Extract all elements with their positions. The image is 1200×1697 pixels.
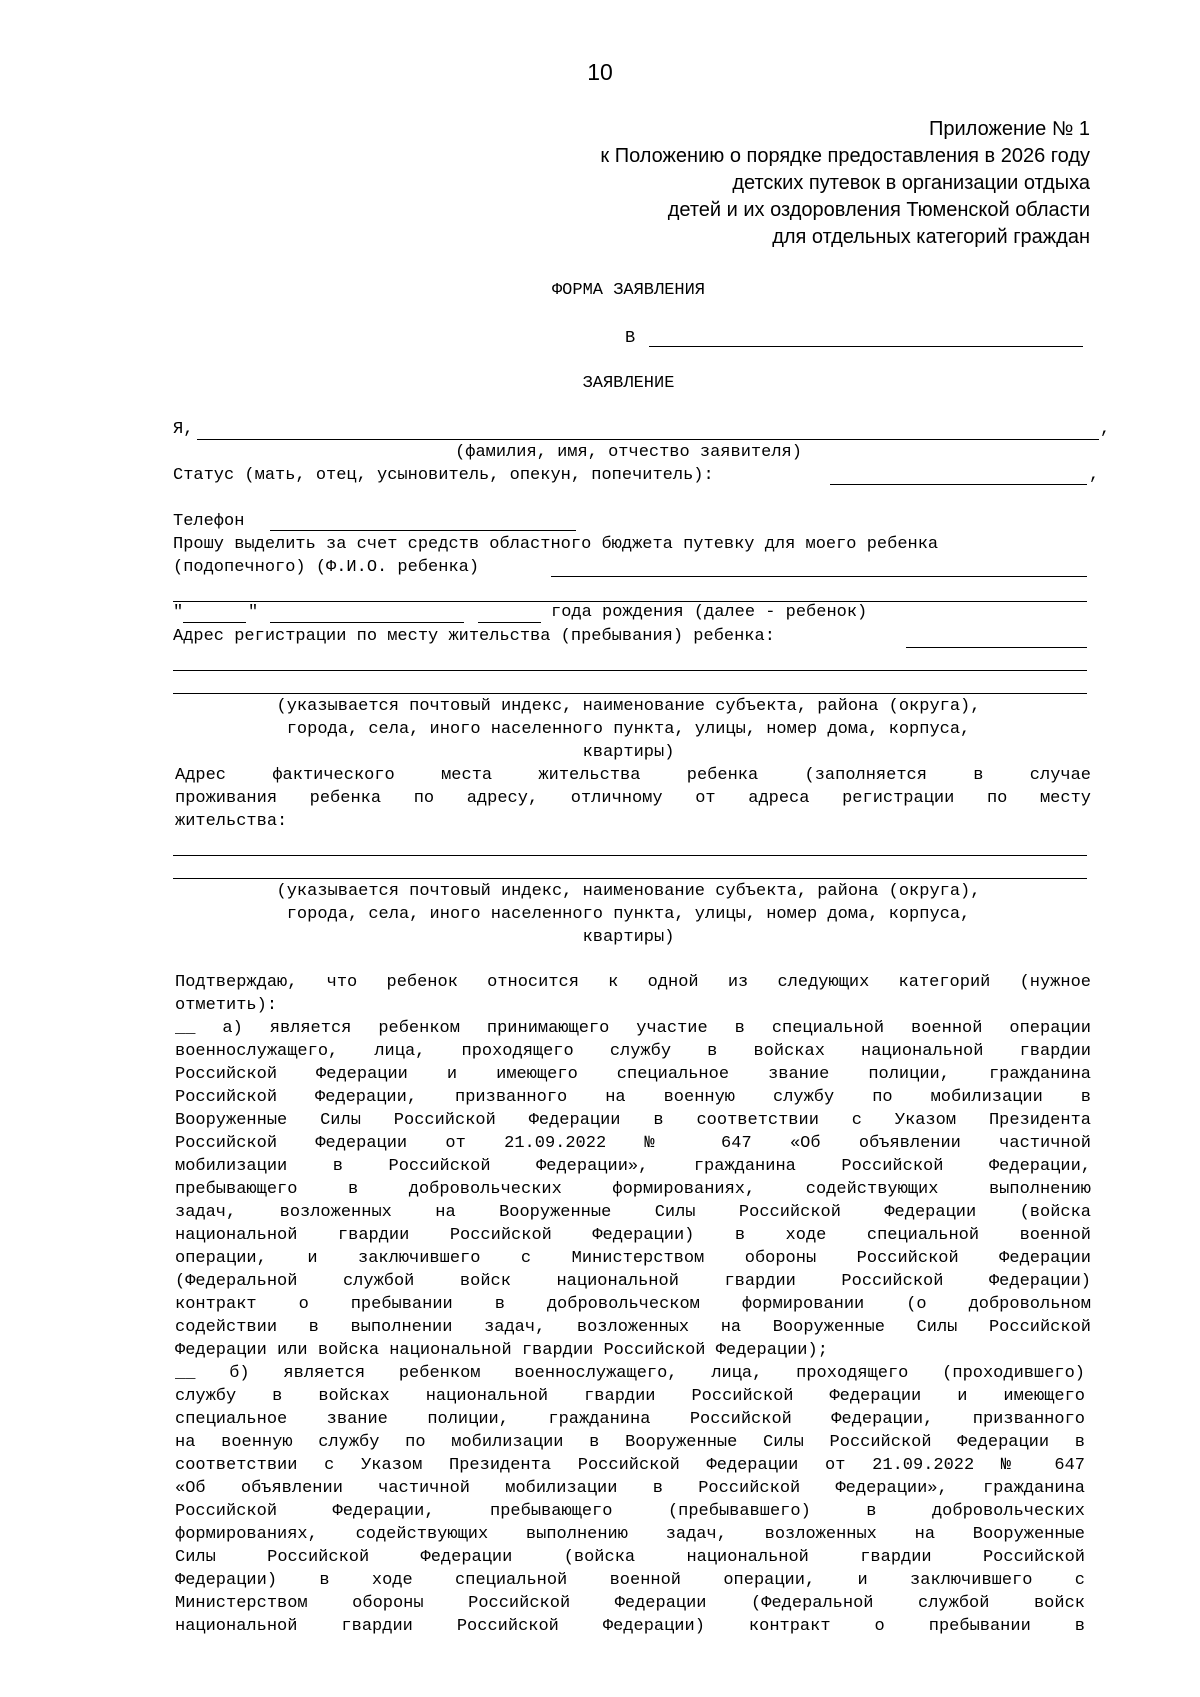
birth-month-blank-line[interactable] bbox=[270, 622, 464, 623]
paragraph-line: (Федеральной службой войск национальной гвардии Российской Федерации) bbox=[175, 1272, 1091, 1291]
reg-address-blank-line-1[interactable] bbox=[906, 647, 1087, 648]
paragraph-line: Российской Федерации, пребывающего (пребывавшего) в добровольческих bbox=[175, 1502, 1085, 1521]
reg-address-blank-line-2[interactable] bbox=[173, 670, 1087, 671]
reg-address-caption bbox=[175, 695, 1082, 764]
birth-suffix: года рождения (далее - ребенок) bbox=[551, 603, 868, 622]
appendix-line: Приложение № 1 bbox=[929, 118, 1090, 140]
paragraph-line: военнослужащего, лица, проходящего службу в войсках национальной гвардии bbox=[175, 1042, 1091, 1061]
paragraph-line: Российской Федерации от 21.09.2022 № 647 «Об объявлении частичной bbox=[175, 1134, 1091, 1153]
applicant-caption bbox=[175, 441, 1082, 464]
paragraph-line: Адрес фактического места жительства ребенка (заполняется в случае bbox=[175, 766, 1091, 785]
paragraph-line: соответствии с Указом Президента Российской Федерации от 21.09.2022 № 647 bbox=[175, 1456, 1085, 1475]
address-caption-line: города, села, иного населенного пункта, улицы, номер дома, корпуса, bbox=[286, 905, 971, 924]
paragraph-line: Федерации или войска национальной гвардии Российской Федерации); bbox=[175, 1341, 828, 1360]
paragraph-line: Вооруженные Силы Российской Федерации в соответствии с Указом Президента bbox=[175, 1111, 1091, 1130]
to-prefix: В bbox=[625, 329, 636, 348]
address-caption-line: (указывается почтовый индекс, наименование субъекта, района (округа), bbox=[276, 882, 981, 901]
paragraph-line: специальное звание полиции, гражданина Российской Федерации, призванного bbox=[175, 1410, 1085, 1429]
address-caption-line: города, села, иного населенного пункта, улицы, номер дома, корпуса, bbox=[286, 720, 971, 739]
birth-year-blank-line[interactable] bbox=[478, 622, 541, 623]
reg-address-label: Адрес регистрации по месту жительства (пребывания) ребенка: bbox=[173, 627, 775, 646]
form-title-text: ФОРМА ЗАЯВЛЕНИЯ bbox=[551, 281, 706, 300]
statement-title-text: ЗАЯВЛЕНИЕ bbox=[582, 374, 675, 393]
birth-quote-open: " bbox=[173, 603, 184, 622]
status-label: Статус (мать, отец, усыновитель, опекун, попечитель): bbox=[173, 466, 714, 485]
status-blank-line[interactable] bbox=[830, 484, 1087, 485]
paragraph-line: пребывающего в добровольческих формированиях, содействующих выполнению bbox=[175, 1180, 1091, 1199]
confirm-paragraph bbox=[175, 971, 1091, 1017]
category-b-paragraph bbox=[175, 1362, 1085, 1638]
paragraph-line: содействии в выполнении задач, возложенных на Вооруженные Силы Российской bbox=[175, 1318, 1091, 1337]
paragraph-line: Российской Федерации, призванного на военную службу по мобилизации в bbox=[175, 1088, 1091, 1107]
applicant-name-blank-line[interactable] bbox=[197, 439, 1099, 440]
actual-address-paragraph bbox=[175, 764, 1091, 833]
phone-blank-line[interactable] bbox=[270, 530, 576, 531]
paragraph-line: национальной гвардии Российской Федерации) контракт о пребывании в bbox=[175, 1617, 1085, 1636]
applicant-prefix: Я, bbox=[173, 420, 194, 439]
paragraph-line: службу в войсках национальной гвардии Российской Федерации и имеющего bbox=[175, 1387, 1085, 1406]
paragraph-line[interactable]: __ б) является ребенком военнослужащего, лица, проходящего (проходившего) bbox=[175, 1364, 1085, 1383]
paragraph-line: «Об объявлении частичной мобилизации в Российской Федерации», гражданина bbox=[175, 1479, 1085, 1498]
form-title bbox=[175, 279, 1082, 302]
paragraph-line: отметить): bbox=[175, 996, 278, 1015]
statement-title bbox=[175, 372, 1082, 395]
phone-label: Телефон bbox=[173, 512, 245, 531]
category-a-paragraph bbox=[175, 1017, 1091, 1362]
applicant-suffix: , bbox=[1100, 420, 1111, 439]
paragraph-line: контракт о пребывании в добровольческом формировании (о добровольном bbox=[175, 1295, 1091, 1314]
reg-address-blank-line-3[interactable] bbox=[173, 693, 1087, 694]
paragraph-line: мобилизации в Российской Федерации», гражданина Российской Федерации, bbox=[175, 1157, 1091, 1176]
appendix-line: детских путевок в организации отдыха bbox=[732, 172, 1090, 194]
request-line-2: (подопечного) (Ф.И.О. ребенка) bbox=[173, 558, 480, 577]
appendix-header bbox=[600, 116, 1090, 251]
address-caption-line: (указывается почтовый индекс, наименование субъекта, района (округа), bbox=[276, 697, 981, 716]
birth-day-blank-line[interactable] bbox=[183, 622, 246, 623]
appendix-line: для отдельных категорий граждан bbox=[772, 226, 1090, 248]
paragraph-line: операции, и заключившего с Министерством обороны Российской Федерации bbox=[175, 1249, 1091, 1268]
paragraph-line[interactable]: __ а) является ребенком принимающего участие в специальной военной операции bbox=[175, 1019, 1091, 1038]
recipient-blank-line[interactable] bbox=[649, 346, 1083, 347]
paragraph-line: задач, возложенных на Вооруженные Силы Российской Федерации (войска bbox=[175, 1203, 1091, 1222]
paragraph-line: Российской Федерации и имеющего специальное звание полиции, гражданина bbox=[175, 1065, 1091, 1084]
birth-quote-close: " bbox=[248, 603, 259, 622]
paragraph-line: Федерации) в ходе специальной военной операции, и заключившего с bbox=[175, 1571, 1085, 1590]
paragraph-line: национальной гвардии Российской Федерации) в ходе специальной военной bbox=[175, 1226, 1091, 1245]
paragraph-line: жительства: bbox=[175, 812, 288, 831]
paragraph-line: формированиях, содействующих выполнению задач, возложенных на Вооруженные bbox=[175, 1525, 1085, 1544]
address-caption-line: квартиры) bbox=[582, 743, 675, 762]
actual-address-blank-line-2[interactable] bbox=[173, 878, 1087, 879]
applicant-caption-text: (фамилия, имя, отчество заявителя) bbox=[455, 443, 802, 462]
child-name-blank-line[interactable] bbox=[551, 576, 1087, 577]
request-line-1: Прошу выделить за счет средств областного бюджета путевку для моего ребенка bbox=[173, 535, 939, 554]
paragraph-line: на военную службу по мобилизации в Вооруженные Силы Российской Федерации в bbox=[175, 1433, 1085, 1452]
paragraph-line: Министерством обороны Российской Федерации (Федеральной службой войск bbox=[175, 1594, 1085, 1613]
address-caption-line: квартиры) bbox=[582, 928, 675, 947]
paragraph-line: Силы Российской Федерации (войска национальной гвардии Российской bbox=[175, 1548, 1085, 1567]
appendix-line: к Положению о порядке предоставления в 2026 году bbox=[600, 145, 1090, 167]
page-number: 10 bbox=[587, 59, 613, 85]
paragraph-line: Подтверждаю, что ребенок относится к одной из следующих категорий (нужное bbox=[175, 973, 1091, 992]
paragraph-line: проживания ребенка по адресу, отличному от адреса регистрации по месту bbox=[175, 789, 1091, 808]
actual-address-caption bbox=[175, 880, 1082, 949]
actual-address-blank-line-1[interactable] bbox=[173, 855, 1087, 856]
appendix-line: детей и их оздоровления Тюменской области bbox=[667, 199, 1090, 221]
status-suffix: , bbox=[1089, 466, 1100, 485]
